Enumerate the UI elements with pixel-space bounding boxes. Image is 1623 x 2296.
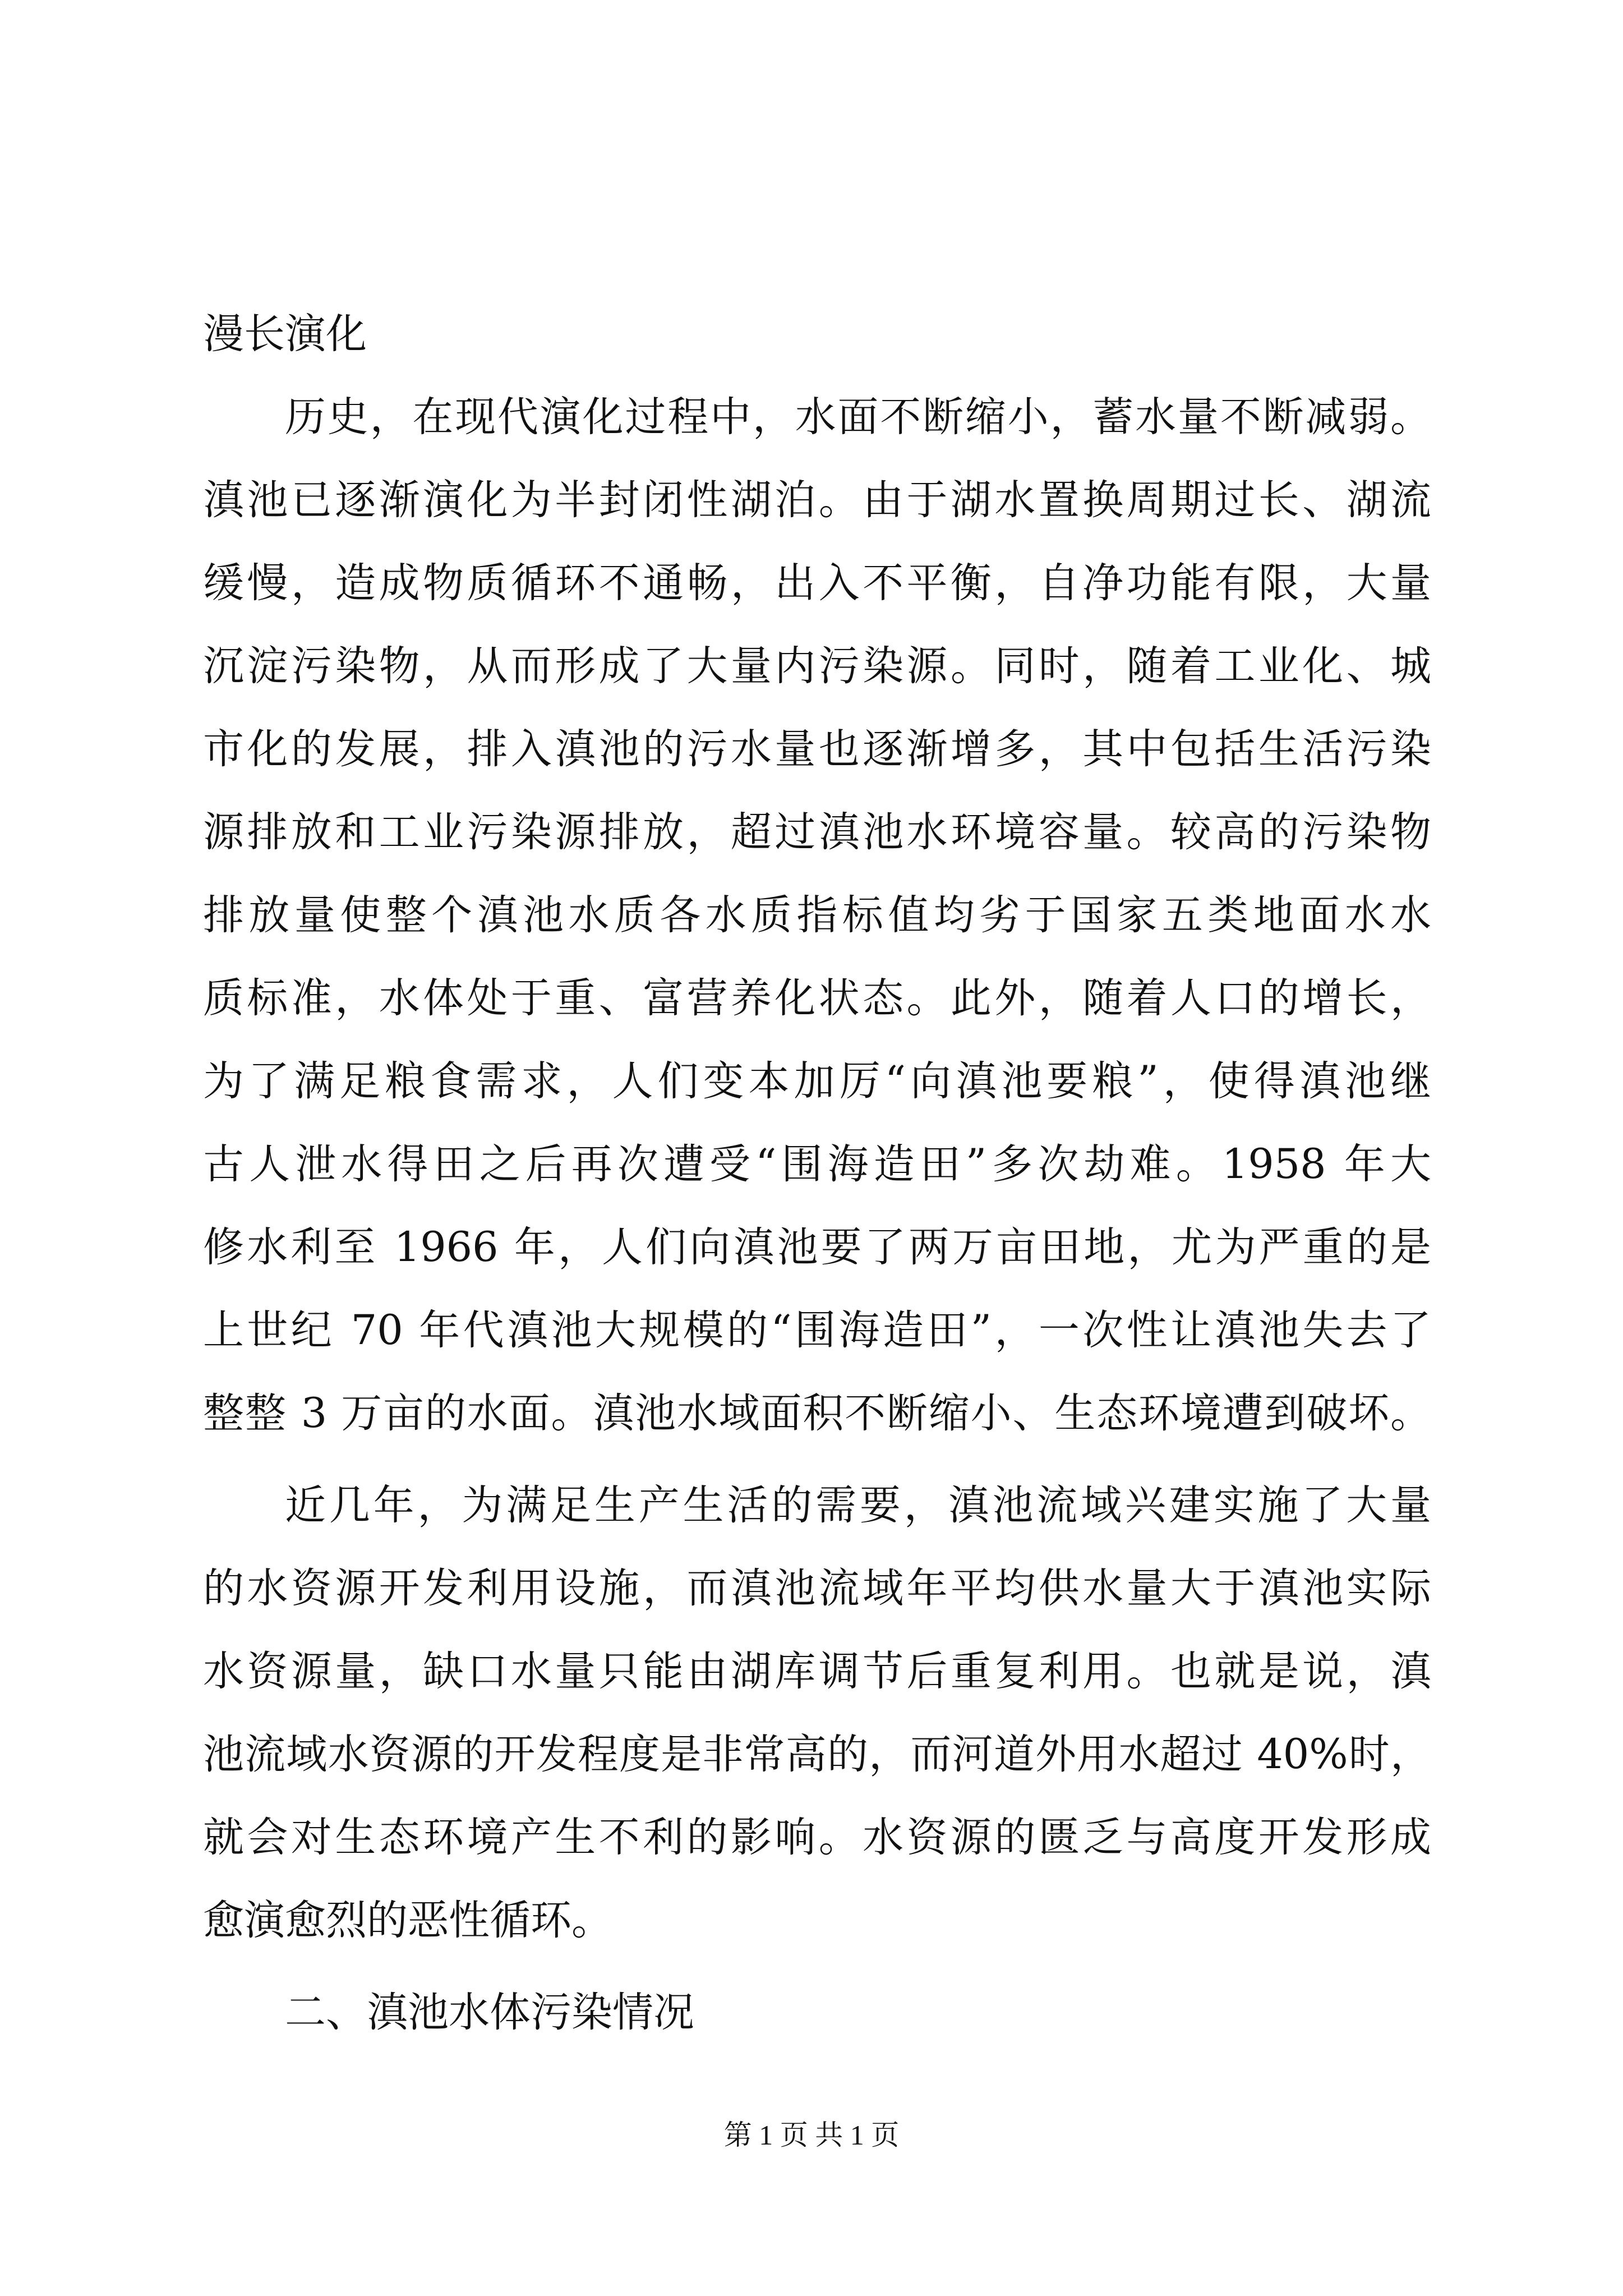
text-line: 修水利至 1966 年，人们向滇池要了两万亩田地，尤为严重的是 [203, 1223, 1431, 1271]
paragraph-water-resources [203, 1464, 1431, 1962]
text-line: 源排放和工业污染源排放，超过滇池水环境容量。较高的污染物 [203, 808, 1431, 856]
text-line: 愈演愈烈的恶性循环。 [203, 1897, 612, 1944]
text-line: 排放量使整个滇池水质各水质指标值均劣于国家五类地面水水 [203, 891, 1431, 939]
page-footer: 第 1 页 共 1 页 [723, 2119, 900, 2151]
text-line: 市化的发展，排入滇池的污水量也逐渐增多，其中包括生活污染 [203, 725, 1431, 773]
paragraph-history [203, 376, 1431, 1455]
section-heading: 二、滇池水体污染情况 [285, 1989, 694, 2036]
document-body [203, 293, 1431, 2054]
section-title: 漫长演化 [203, 310, 367, 358]
text-line: 缓慢，造成物质循环不通畅，出入不平衡，自净功能有限，大量 [203, 559, 1431, 607]
text-line: 历史，在现代演化过程中，水面不断缩小，蓄水量不断减弱。 [285, 393, 1431, 441]
text-line: 池流域水资源的开发程度是非常高的，而河道外用水超过 40%时， [203, 1731, 1431, 1778]
text-line: 就会对生态环境产生不利的影响。水资源的匮乏与高度开发形成 [203, 1814, 1431, 1861]
text-line: 水资源量，缺口水量只能由湖库调节后重复利用。也就是说，滇 [203, 1648, 1431, 1695]
text-line: 整整 3 万亩的水面。滇池水域面积不断缩小、生态环境遭到破坏。 [203, 1389, 1431, 1437]
text-line: 滇池已逐渐演化为半封闭性湖泊。由于湖水置换周期过长、湖流 [203, 476, 1431, 524]
text-line: 上世纪 70 年代滇池大规模的“围海造田”，一次性让滇池失去了 [203, 1306, 1431, 1354]
text-line: 近几年，为满足生产生活的需要，滇池流域兴建实施了大量 [285, 1481, 1431, 1529]
text-line: 为了满足粮食需求，人们变本加厉“向滇池要粮”，使得滇池继 [203, 1057, 1431, 1105]
text-line: 古人泄水得田之后再次遭受“围海造田”多次劫难。1958 年大 [203, 1140, 1431, 1188]
text-line: 沉淀污染物，从而形成了大量内污染源。同时，随着工业化、城 [203, 642, 1431, 690]
text-line: 的水资源开发利用设施，而滇池流域年平均供水量大于滇池实际 [203, 1565, 1431, 1612]
text-line: 质标准，水体处于重、富营养化状态。此外，随着人口的增长， [203, 974, 1431, 1022]
